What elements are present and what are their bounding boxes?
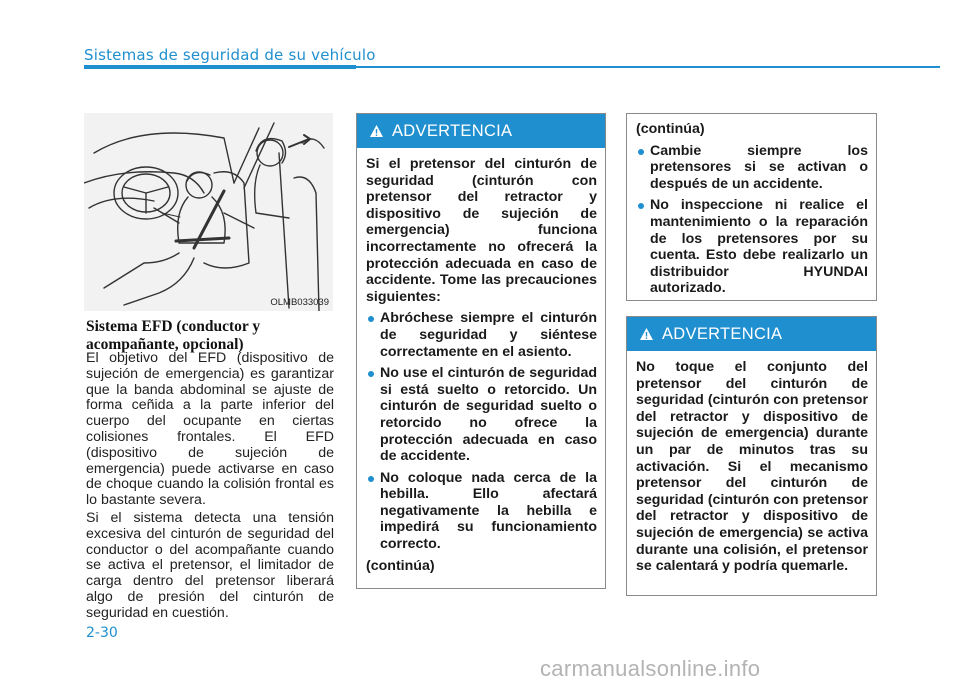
warning-header-1 — [357, 114, 605, 148]
warning-2-text: No toque el conjunto del pretensor del cinturón de seguridad (cinturón con pretensor del retractor y dispositivo de sujeción de emergencia) durante un par de minutos tras su activación. Si el mecanismo pretensor del cinturón de seguridad (cinturón con pretensor del retractor y dispositivo de sujeción de emergencia) se activa durante una colisión, el pretensor se calentará y podría quemarle. — [636, 359, 868, 575]
car-interior-drawing — [84, 113, 333, 311]
warning-heading-1: ADVERTENCIA — [392, 121, 513, 140]
page-header-title: Sistemas de seguridad de su vehículo — [84, 46, 376, 64]
warning-1-bullet: Abróchese siempre el cinturón de seguridad y siéntese correctamente en el asiento. — [366, 310, 597, 360]
warning-1-intro: Si el pretensor del cinturón de seguridad (cinturón con pretensor del retractor y dispositivo de sujeción de emergencia) funciona incorrectamente no ofrecerá la protección adecuada en caso de accidente. Tome las precauciones siguientes: — [366, 156, 597, 305]
warning-triangle-icon — [369, 124, 384, 138]
page-number: 2-30 — [86, 625, 118, 641]
warning-1-bullet: No use el cinturón de seguridad si está suelto o retorcido. Un cinturón de seguridad suelto o retorcido no ofrece la protección adecuada en caso de accidente. — [366, 365, 597, 465]
continued-box — [626, 113, 877, 301]
warning-box-2 — [626, 316, 877, 596]
section-paragraph-2: Si el sistema detecta una tensión excesiva del cinturón de seguridad del conductor o del acompañante cuando se activa el pretensor, el limitador de carga dentro del pretensor liberará algo de presión del cinturón de seguridad en cuestión. — [86, 510, 334, 621]
continued-bullet: No inspeccione ni realice el mantenimiento o la reparación de los pretensores por su cuenta. Esto debe realizarlo un distribuidor HYUNDAI autorizado. — [636, 197, 868, 297]
continued-heading: (continúa) — [636, 121, 705, 137]
header-rule — [84, 66, 940, 68]
seatbelt-illustration — [84, 113, 333, 311]
warning-heading-2: ADVERTENCIA — [662, 324, 783, 343]
section-paragraph-1: El objetivo del EFD (dispositivo de sujeción de emergencia) es garantizar que la banda abdominal se ajuste de forma ceñida a la parte inferior del cuerpo del ocupante en ciertas colisiones frontales. El EFD (dispositivo de sujeción de emergencia) puede activarse en caso de choque cuando la colisión frontal es lo bastante severa. — [86, 350, 334, 509]
watermark-text: carmanualsonline.info — [540, 656, 761, 681]
continued-bullet: Cambie siempre los pretensores si se activan o después de un accidente. — [636, 143, 868, 193]
warning-triangle-icon — [639, 327, 654, 341]
warning-header-2 — [627, 317, 876, 351]
warning-box-1 — [356, 113, 606, 589]
warning-1-bullet: No coloque nada cerca de la hebilla. Ello afectará negativamente la hebilla e impedirá su funcionamiento correcto. — [366, 470, 597, 553]
section-title: Sistema EFD (conductor y acompañante, opcional) — [86, 318, 261, 353]
warning-1-continued: (continúa) — [366, 557, 435, 574]
figure-caption: OLMB033039 — [270, 297, 329, 308]
